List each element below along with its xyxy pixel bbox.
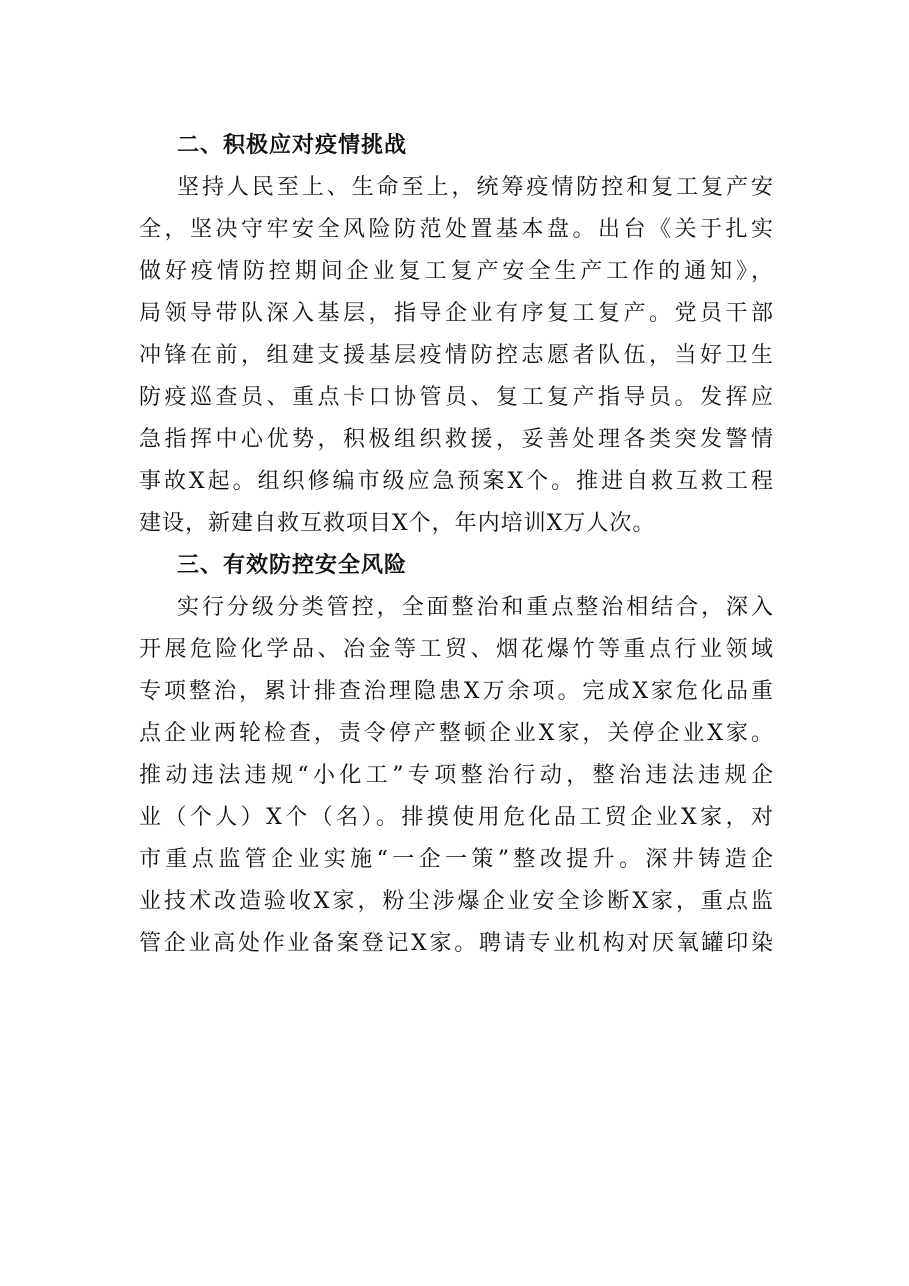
- paragraph-line: 冲锋在前，组建支援基层疫情防控志愿者队伍，当好卫生: [139, 343, 773, 368]
- paragraph-line: 市重点监管企业实施“一企一策”整改提升。深井铸造企: [139, 847, 773, 872]
- section-paragraph: [139, 587, 773, 965]
- document-body: [139, 125, 773, 965]
- section-paragraph: [139, 167, 773, 545]
- paragraph-line: 实行分级分类管控，全面整治和重点整治相结合，深入: [177, 595, 773, 620]
- paragraph-line: 事故X起。组织修编市级应急预案X个。推进自救互救工程: [139, 469, 773, 494]
- paragraph-line: 业技术改造验收X家，粉尘涉爆企业安全诊断X家，重点监: [139, 889, 773, 914]
- paragraph-line: 做好疫情防控期间企业复工复产安全生产工作的通知》，: [139, 259, 773, 284]
- paragraph-line: 局领导带队深入基层，指导企业有序复工复产。党员干部: [139, 301, 773, 326]
- paragraph-line: 建设，新建自救互救项目X个，年内培训X万人次。: [139, 511, 656, 536]
- paragraph-line: 专项整治，累计排查治理隐患X万余项。完成X家危化品重: [139, 679, 773, 704]
- paragraph-line: 点企业两轮检查，责令停产整顿企业X家，关停企业X家。: [139, 721, 773, 746]
- paragraph-line: 开展危险化学品、冶金等工贸、烟花爆竹等重点行业领域: [139, 637, 773, 662]
- paragraph-line: 推动违法违规“小化工”专项整治行动，整治违法违规企: [139, 763, 773, 788]
- paragraph-line: 急指挥中心优势，积极组织救援，妥善处理各类突发警情: [139, 427, 773, 452]
- section-heading: 三、有效防控安全风险: [177, 553, 408, 578]
- paragraph-line: 管企业高处作业备案登记X家。聘请专业机构对厌氧罐印染: [139, 931, 773, 956]
- paragraph-line: 坚持人民至上、生命至上，统筹疫情防控和复工复产安: [177, 175, 773, 200]
- section-heading: 二、积极应对疫情挑战: [177, 133, 408, 158]
- paragraph-line: 全，坚决守牢安全风险防范处置基本盘。出台《关于扎实: [139, 217, 773, 242]
- paragraph-line: 业（个人）X个（名）。排摸使用危化品工贸企业X家，对: [139, 805, 773, 830]
- paragraph-line: 防疫巡查员、重点卡口协管员、复工复产指导员。发挥应: [139, 385, 773, 410]
